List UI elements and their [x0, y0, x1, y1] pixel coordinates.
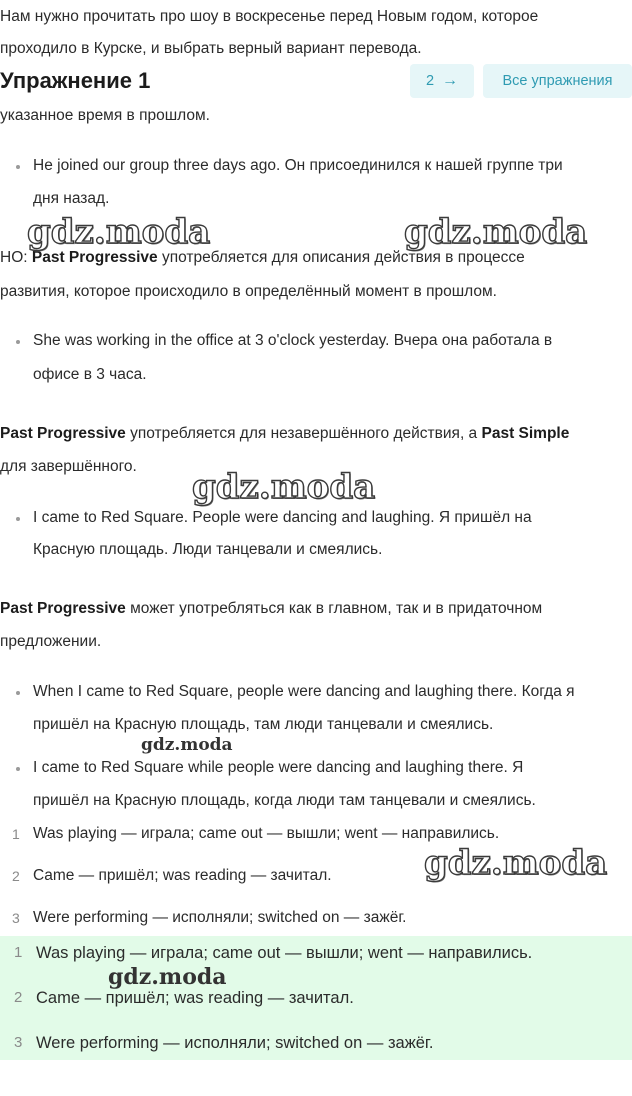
watermark: gdz.moda: [424, 843, 608, 883]
next-exercise-label: 2: [425, 73, 435, 89]
paragraph-4-term: Past Progressive: [0, 600, 126, 617]
arrow-right-icon: →: [442, 72, 459, 89]
bullet-4-line-1: When I came to Red Square, people were dancing and laughing there. Когда я: [33, 683, 575, 700]
paragraph-2-term: Past Progressive: [31, 249, 158, 266]
paragraph-3-term-2: Past Simple: [481, 425, 570, 442]
next-exercise-button[interactable]: [410, 64, 474, 98]
answer-text: Were performing — исполняли; switched on — зажёг.: [36, 1034, 434, 1052]
watermark: gdz.moda: [141, 735, 233, 755]
watermark: gdz.moda: [27, 212, 211, 252]
bullet-dot: [16, 517, 20, 521]
paragraph-4-line-1: [0, 599, 542, 619]
all-exercises-button[interactable]: Все упражнения: [483, 64, 632, 98]
bullet-1-line-1: He joined our group three days ago. Он присоединился к нашей группе три: [33, 157, 563, 174]
paragraph-4-line-2: предложении.: [0, 633, 102, 650]
paragraph-2-line-2: развития, которое происходило в определённый момент в прошлом.: [0, 283, 497, 300]
watermark: gdz.moda: [108, 964, 227, 990]
bullet-4-line-2: пришёл на Красную площадь, там люди танцевали и смеялись.: [33, 716, 494, 733]
watermark: gdz.moda: [404, 212, 588, 252]
bullet-3-line-1: I came to Red Square. People were dancing and laughing. Я пришёл на: [33, 509, 532, 526]
list-item-number: 2: [12, 868, 20, 884]
list-item-text: Were performing — исполняли; switched on — зажёг.: [33, 909, 407, 926]
answer-number: 2: [14, 989, 23, 1006]
list-item-text: Was playing — играла; came out — вышли; went — направились.: [33, 825, 500, 842]
intro-line-1: Нам нужно прочитать про шоу в воскресенье перед Новым годом, которое: [0, 8, 539, 25]
paragraph-3-line-1: [0, 424, 569, 444]
exercise-title: Упражнение 1: [0, 68, 151, 93]
paragraph-2-rest: употребляется для описания действия в процессе: [157, 249, 525, 266]
bullet-3-line-2: Красную площадь. Люди танцевали и смеялись.: [33, 541, 383, 558]
answer-number: 3: [14, 1034, 23, 1051]
paragraph-3-term-1: Past Progressive: [0, 425, 126, 442]
paragraph-1: указанное время в прошлом.: [0, 107, 210, 124]
paragraph-2-prefix: НО:: [0, 249, 32, 266]
list-item-text: Came — пришёл; was reading — зачитал.: [33, 867, 332, 884]
bullet-5-line-1: I came to Red Square while people were dancing and laughing there. Я: [33, 759, 524, 776]
paragraph-3-mid: употребляется для незавершённого действия, а: [125, 425, 482, 442]
bullet-5-line-2: пришёл на Красную площадь, когда люди там танцевали и смеялись.: [33, 792, 536, 809]
bullet-2-line-1: She was working in the office at 3 o'clock yesterday. Вчера она работала в: [33, 332, 553, 349]
answer-text: Came — пришёл; was reading — зачитал.: [36, 989, 354, 1007]
bullet-dot: [16, 165, 20, 169]
paragraph-3-line-2: для завершённого.: [0, 458, 137, 475]
watermark: gdz.moda: [192, 467, 376, 507]
bullet-dot: [16, 340, 20, 344]
bullet-dot: [16, 691, 20, 695]
answer-text: Was playing — играла; came out — вышли; went — направились.: [36, 944, 533, 962]
bullet-1-line-2: дня назад.: [33, 190, 110, 207]
intro-line-2: проходило в Курске, и выбрать верный вариант перевода.: [0, 40, 422, 57]
bullet-dot: [16, 767, 20, 771]
answer-number: 1: [14, 944, 23, 961]
list-item-number: 1: [12, 826, 20, 842]
paragraph-4-rest: может употребляться как в главном, так и в придаточном: [125, 600, 543, 617]
bullet-2-line-2: офисе в 3 часа.: [33, 366, 147, 383]
list-item-number: 3: [12, 910, 20, 926]
